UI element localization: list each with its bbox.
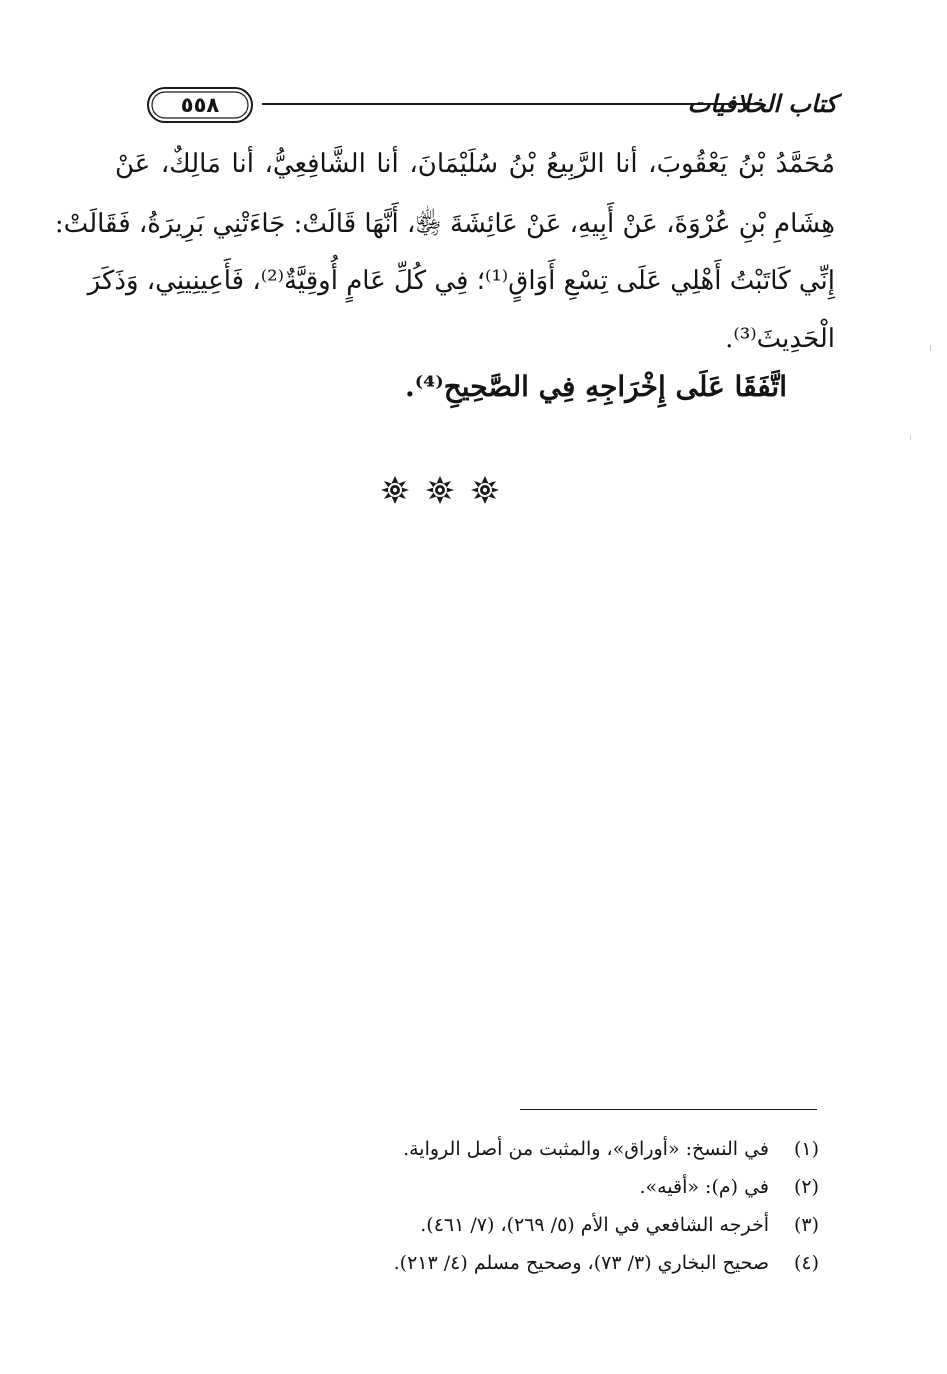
floral-star-icon	[425, 475, 455, 505]
scan-speck	[910, 435, 911, 440]
footnote-rule	[520, 1109, 817, 1110]
body-line-1: مُحَمَّدُ بْنُ يَعْقُوبَ، أنا الرَّبِيعُ بْنُ سُلَيْمَانَ، أنا الشَّافِعِيُّ، أنا مَالِكٌ، عَنْ	[115, 149, 835, 179]
footnote-number: (٤)	[793, 1252, 819, 1274]
page-number-badge	[146, 86, 254, 124]
body-line-4: الْحَدِيثَ⁽³⁾.	[725, 324, 835, 354]
footnote-2	[259, 1168, 819, 1206]
floral-star-icon	[470, 475, 500, 505]
footnote-text: في النسخ: «أوراق»، والمثبت من أصل الرواية.	[403, 1138, 769, 1160]
header-rule	[262, 103, 757, 105]
agreement-statement: اتَّفَقَا عَلَى إِخْرَاجِهِ فِي الصَّحِيحِ⁽⁴⁾.	[405, 370, 787, 403]
footnote-number: (٣)	[793, 1214, 819, 1236]
section-end-ornament	[380, 475, 500, 505]
running-header-title: كتاب الخلافيات	[687, 89, 837, 118]
footnote-number: (٢)	[793, 1176, 819, 1198]
footnote-4	[259, 1244, 819, 1282]
body-line-3: إِنِّي كَاتَبْتُ أَهْلِي عَلَى تِسْعِ أَوَاقٍ⁽¹⁾؛ فِي كُلِّ عَامٍ أُوقِيَّةٌ⁽²⁾، فَأَعِينِينِي، وَذَكَرَ	[87, 266, 835, 296]
footnote-text: أخرجه الشافعي في الأم (٥/ ٢٦٩)، (٧/ ٤٦١).	[420, 1214, 769, 1236]
footnote-number: (١)	[793, 1138, 819, 1160]
body-line-2: هِشَامِ بْنِ عُرْوَةَ، عَنْ أَبِيهِ، عَنْ عَائِشَةَ ﵂، أَنَّهَا قَالَتْ: جَاءَتْنِي بَرِيرَةُ، فَقَالَتْ:	[54, 209, 835, 239]
page-number: ٥٥٨	[180, 93, 220, 117]
footnote-3	[259, 1206, 819, 1244]
floral-star-icon	[380, 475, 410, 505]
footnote-text: صحيح البخاري (٣/ ٧٣)، وصحيح مسلم (٤/ ٢١٣).	[393, 1252, 769, 1274]
footnote-text: في (م): «أقيه».	[639, 1176, 769, 1198]
footnotes	[259, 1130, 819, 1282]
scan-speck	[930, 345, 931, 351]
footnote-1	[259, 1130, 819, 1168]
